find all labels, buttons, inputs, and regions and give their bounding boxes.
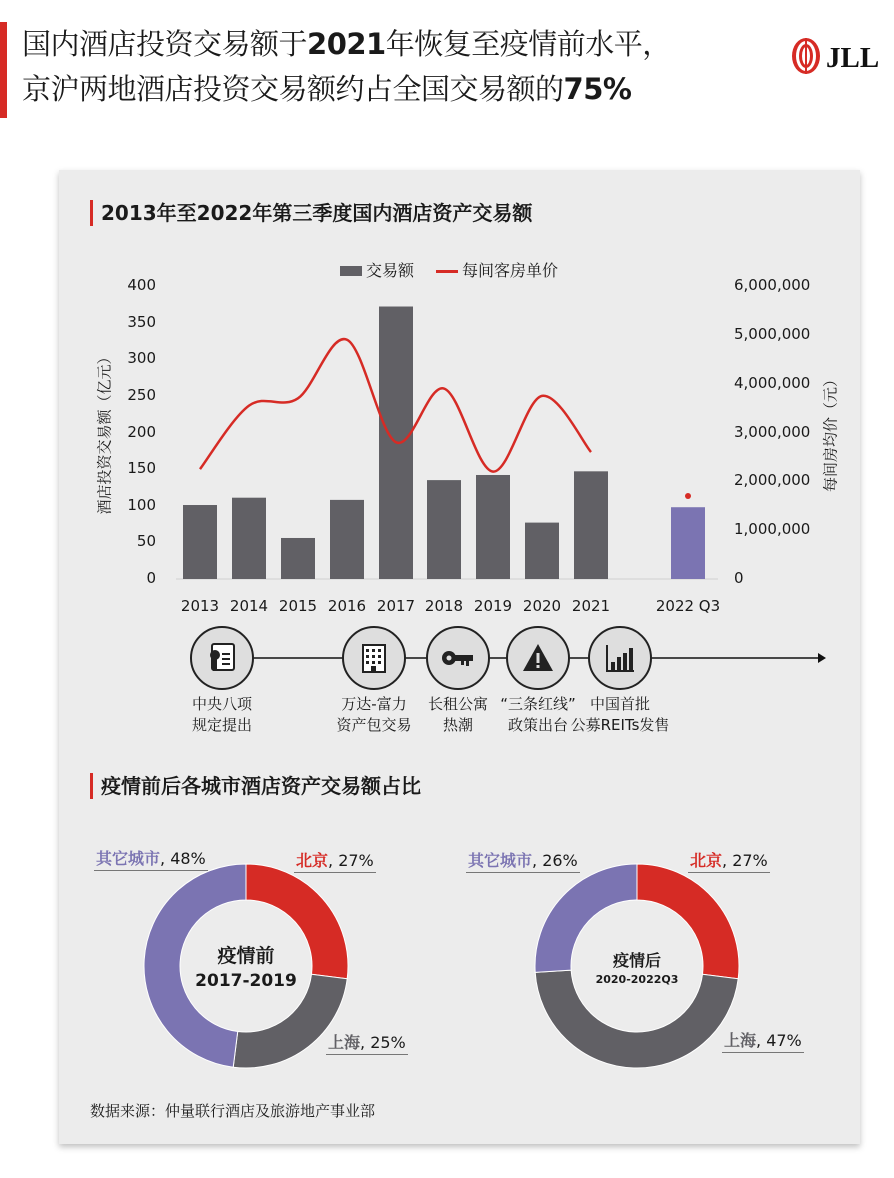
donut2-label-shanghai: [722, 1028, 804, 1053]
timeline-event-5-line2: 公募REITs发售: [570, 716, 670, 734]
donut2-center-period: 2020-2022Q3: [595, 973, 679, 986]
timeline-event-2-line2: 资产包交易: [336, 716, 412, 734]
donut1-center-title: 疫情前: [217, 945, 275, 967]
x-tick-2017: 2017: [376, 597, 416, 615]
x-tick-2020: 2020: [522, 597, 562, 615]
legend-bar-label: 交易额: [366, 261, 415, 280]
timeline-event-1-line2: 规定提出: [191, 716, 253, 734]
donut1-label-other: [94, 846, 208, 871]
x-tick-2021: 2021: [571, 597, 611, 615]
x-tick-2013: 2013: [180, 597, 220, 615]
timeline-event-3-line1: 长租公寓: [427, 695, 489, 713]
y-right-axis-title: 每间房均价（元）: [821, 371, 840, 493]
donut2-center-title: 疫情后: [612, 951, 661, 970]
y-left-tick-200: 200: [127, 422, 156, 441]
donut2-shanghai-pct: , 47%: [756, 1031, 802, 1050]
y-left-tick-150: 150: [127, 459, 156, 478]
donut2-center: [596, 950, 679, 988]
y-left-tick-350: 350: [127, 312, 156, 331]
y-right-tick-4: 2,000,000: [734, 471, 811, 490]
timeline-event-2-line1: 万达-富力: [341, 695, 407, 713]
timeline-event-4-line2: 政策出台: [507, 716, 569, 734]
donut1-center-period: 2017-2019: [195, 971, 297, 991]
y-right-tick-3: 3,000,000: [734, 422, 811, 441]
source-note: 数据来源：仲量联行酒店及旅游地产事业部: [90, 1102, 376, 1120]
donut2-beijing-pct: , 27%: [722, 851, 768, 870]
donut2-label-beijing: [688, 848, 770, 873]
x-tick-2019: 2019: [473, 597, 513, 615]
donut2-other-pct: , 26%: [532, 851, 578, 870]
timeline-event-5-line1: 中国首批: [589, 695, 651, 713]
donut2-shanghai-name: 上海: [724, 1031, 757, 1050]
headline-text-5: 75%: [563, 72, 632, 106]
y-left-tick-400: 400: [127, 276, 156, 294]
y-left-tick-0: 0: [146, 569, 156, 587]
donut2-beijing-name: 北京: [690, 851, 723, 870]
y-right-tick-1: 5,000,000: [734, 324, 811, 343]
share-section-title: 疫情前后各城市酒店资产交易额占比: [90, 773, 421, 799]
logo-text: JLL: [826, 42, 880, 74]
donut1-beijing-pct: , 27%: [328, 851, 374, 870]
x-tick-2022-Q3: 2022 Q3: [655, 597, 721, 615]
timeline-event-3-line2: 热潮: [442, 716, 474, 734]
x-tick-2016: 2016: [327, 597, 367, 615]
y-left-tick-50: 50: [136, 532, 156, 551]
donut2-other-name: 其它城市: [468, 851, 533, 870]
donut1-label-beijing: [294, 848, 376, 873]
headline-text-4: 京沪两地酒店投资交易额约占全国交易额的: [22, 72, 564, 106]
donut1-beijing-name: 北京: [296, 851, 329, 870]
timeline-event-4-line1: “三条红线”: [500, 695, 576, 713]
y-left-tick-250: 250: [127, 385, 156, 404]
y-left-axis-title: 酒店投资交易额（亿元）: [95, 349, 114, 515]
y-right-tick-5: 1,000,000: [734, 520, 811, 539]
donut1-other-pct: , 48%: [160, 849, 206, 868]
y-right-tick-2: 4,000,000: [734, 373, 811, 392]
headline-text-1: 国内酒店投资交易额于: [22, 27, 308, 61]
donut1-shanghai-pct: , 25%: [360, 1033, 406, 1052]
y-right-tick-6: 0: [734, 569, 744, 587]
donut1-center: [195, 943, 297, 993]
timeline-event-1-line1: 中央八项: [191, 695, 253, 713]
headline-text-2: 2021: [307, 27, 386, 61]
legend-line-label: 每间客房单价: [462, 261, 559, 280]
y-right-tick-0: 6,000,000: [734, 276, 811, 294]
x-tick-2018: 2018: [424, 597, 464, 615]
donut1-label-shanghai: [326, 1030, 408, 1055]
donut1-shanghai-name: 上海: [328, 1033, 361, 1052]
y-left-tick-300: 300: [127, 349, 156, 368]
chart-section-title: 2013年至2022年第三季度国内酒店资产交易额: [90, 200, 532, 226]
headline-text-3: 年恢复至疫情前水平，: [385, 27, 671, 61]
x-tick-2014: 2014: [229, 597, 269, 615]
x-tick-2015: 2015: [278, 597, 318, 615]
y-left-tick-100: 100: [127, 495, 156, 514]
donut2-label-other: [466, 848, 580, 873]
donut1-other-name: 其它城市: [96, 849, 161, 868]
